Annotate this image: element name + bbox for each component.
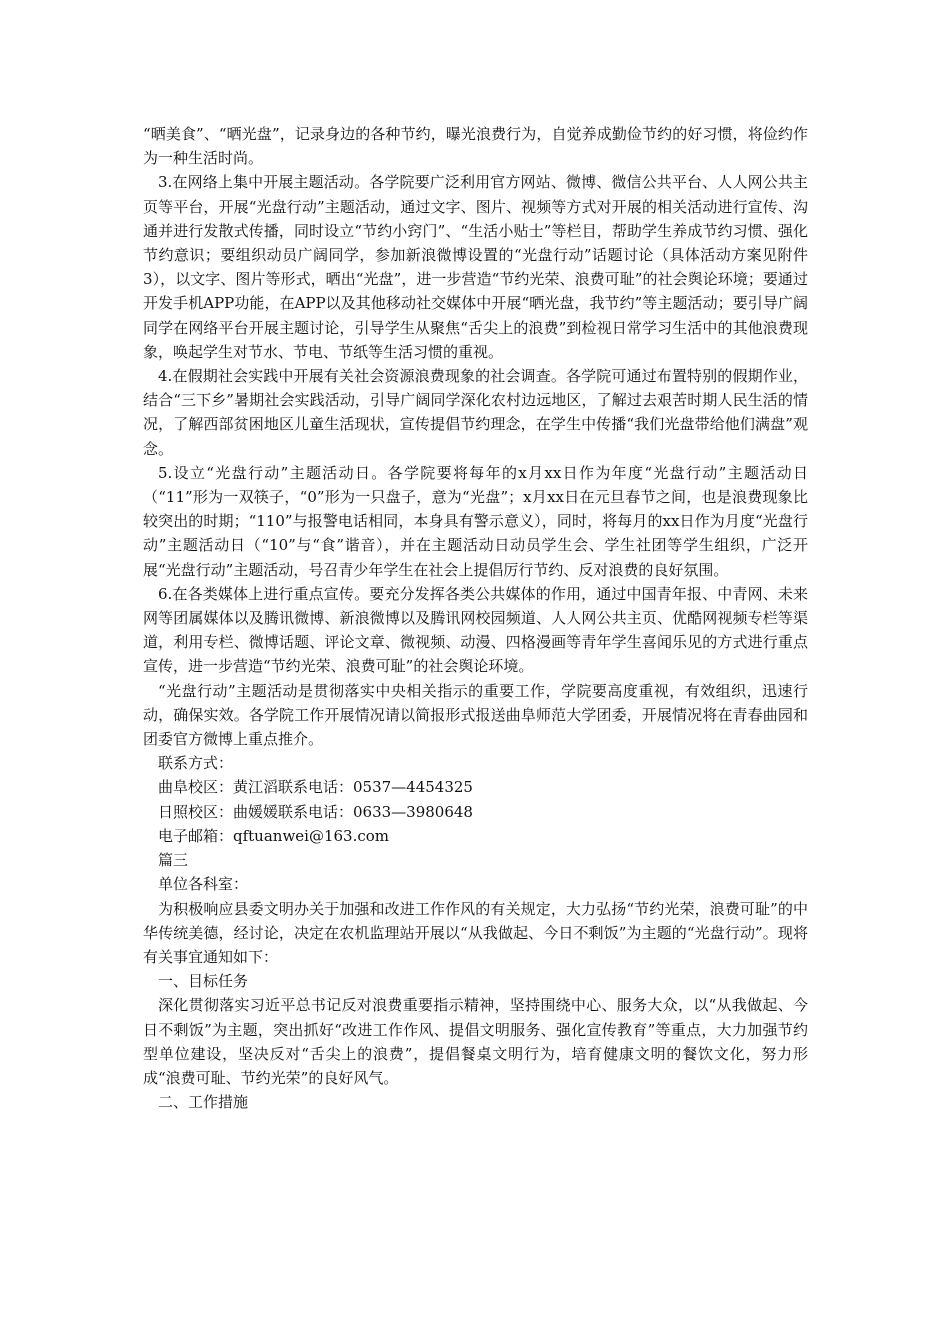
- paragraph-item-6: 6.在各类媒体上进行重点宣传。要充分发挥各类公共媒体的作用，通过中国青年报、中青网、未来网等团属媒体以及腾讯微博、新浪微博以及腾讯网校园频道、人人网公共主页、优酷网视频专栏等渠道，利用专栏、微博话题、评论文章、微视频、动漫、四格漫画等青年学生喜闻乐见的方式进行重点宣传，进一步营造“节约光荣、浪费可耻”的社会舆论环境。: [143, 584, 808, 676]
- contact-email: 电子邮箱：qftuanwei@163.com: [158, 826, 390, 845]
- heading-measures: 二、工作措施: [158, 1093, 249, 1112]
- contact-heading: 联系方式：: [158, 754, 234, 773]
- salutation: 单位各科室：: [158, 875, 249, 894]
- paragraph-item-3: 3.在网络上集中开展主题活动。各学院要广泛利用官方网站、微博、微信公共平台、人人网公共主页等平台，开展“光盘行动”主题活动，通过文字、图片、视频等方式对开展的相关活动进行宣传、沟通并进行发散式传播，同时设立“节约小窍门”、“生活小贴士”等栏目，帮助学生养成节约习惯、强化节约意识；要组织动员广阔同学，参加新浪微博设置的“光盘行动”话题讨论（具体活动方案见附件3），以文字、图片等形式，晒出“光盘”，进一步营造“节约光荣、浪费可耻”的社会舆论环境；要通过开发手机APP功能，在APP以及其他移动社交媒体中开展“晒光盘，我节约”等主题活动；要引导广阔同学在网络平台开展主题讨论，引导学生从聚焦“舌尖上的浪费”到检视日常学习生活中的其他浪费现象，唤起学生对节水、节电、节纸等生活习惯的重视。: [143, 173, 808, 361]
- paragraph-continuation: “晒美食”、“晒光盘”，记录身边的各种节约，曝光浪费行为，自觉养成勤俭节约的好习惯，将俭约作为一种生活时尚。: [143, 125, 808, 168]
- paragraph-goals: 深化贯彻落实习近平总书记反对浪费重要指示精神，坚持围绕中心、服务大众，以“从我做起、今日不剩饭”为主题，突出抓好“改进工作作风、提倡文明服务、强化宣传教育”等重点，大力加强节约型单位建设，坚决反对“舌尖上的浪费”，提倡餐桌文明行为，培育健康文明的餐饮文化，努力形成“浪费可耻、节约光荣”的良好风气。: [143, 996, 808, 1087]
- section-title: 篇三: [158, 851, 189, 870]
- paragraph-item-5: 5.设立“光盘行动”主题活动日。各学院要将每年的x月xx日作为年度“光盘行动”主题活动日（“11”形为一双筷子，“0”形为一只盘子，意为“光盘”；x月xx日在元旦春节之间，也是浪费现象比较突出的时期；“110”与报警电话相同，本身具有警示意义），同时，将每月的xx日作为月度“光盘行动”主题活动日（“10”与“食”谐音），并在主题活动日动员学生会、学生社团等学生组织，广泛开展“光盘行动”主题活动，号召青少年学生在社会上提倡厉行节约、反对浪费的良好氛围。: [143, 463, 808, 579]
- paragraph-summary: “光盘行动”主题活动是贯彻落实中央相关指示的重要工作，学院要高度重视，有效组织，迅速行动，确保实效。各学院工作开展情况请以简报形式报送曲阜师范大学团委，开展情况将在青春曲园和团委官方微博上重点推介。: [143, 681, 808, 749]
- heading-goals: 一、目标任务: [158, 972, 249, 991]
- contact-rizhao: 日照校区：曲媛媛联系电话：0633—3980648: [158, 802, 473, 821]
- paragraph-intro: 为积极响应县委文明办关于加强和改进工作作风的有关规定，大力弘扬“节约光荣，浪费可耻”的中华传统美德，经讨论，决定在农机监理站开展以“从我做起、今日不剩饭”为主题的“光盘行动”。现将有关事宜通知如下：: [143, 899, 808, 966]
- document-page: [143, 122, 808, 1114]
- paragraph-item-4: 4.在假期社会实践中开展有关社会资源浪费现象的社会调查。各学院可通过布置特别的假期作业，结合“三下乡”暑期社会实践活动，引导广阔同学深化农村边远地区，了解过去艰苦时期人民生活的情况，了解西部贫困地区儿童生活现状，宣传提倡节约理念，在学生中传播“我们光盘带给他们满盘”观念。: [143, 367, 808, 458]
- contact-qufu: 曲阜校区：黄江滔联系电话：0537—4454325: [158, 778, 473, 797]
